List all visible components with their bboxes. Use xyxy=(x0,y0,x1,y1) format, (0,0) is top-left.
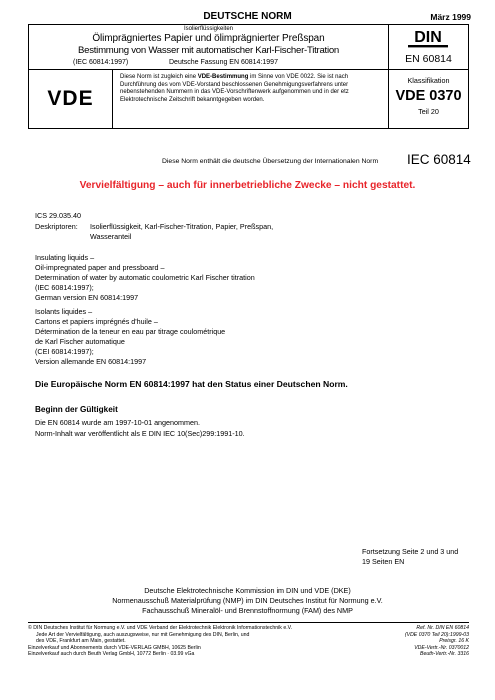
vde-note-rest: im Sinne von VDE 0022. Sie ist nach Durchführung des vom VDE-Vorstand beschlossenen Genehmigungsverfahrens unter nebenstehenden Nummern in das VDE-Vorschriftenwerk aufgenommen und in der etz Elektrotechnische Zeitschrift bekanntgegeben worden. xyxy=(120,74,349,103)
french-title-line: (CEI 60814:1997); xyxy=(35,347,94,356)
english-title-line: Oil-impregnated paper and pressboard – xyxy=(35,263,165,272)
english-title-line: (IEC 60814:1997); xyxy=(35,283,94,292)
iec-norm-number: IEC 60814 xyxy=(407,152,471,167)
classification-block xyxy=(388,69,469,129)
descriptors-line-1: Isolierflüssigkeit, Karl-Fischer-Titration, Papier, Preßspan, xyxy=(90,222,274,231)
french-title-line: Cartons et papiers imprégnés d'huile – xyxy=(35,317,158,326)
title-block xyxy=(28,24,389,70)
validity-line-2: Norm-Inhalt war veröffentlicht als E DIN IEC 10(Sec)299:1991-10. xyxy=(35,429,245,438)
validity-heading: Beginn der Gültigkeit xyxy=(35,405,118,414)
translation-note: Diese Norm enthält die deutsche Übersetzung der Internationalen Norm xyxy=(162,158,379,165)
din-logo xyxy=(407,27,449,49)
vde-note-prefix: Diese Norm ist zugleich eine xyxy=(120,74,198,80)
committee-line: Deutsche Elektrotechnische Kommission im DIN und VDE (DKE) xyxy=(144,586,351,595)
din-logo-text: DIN xyxy=(414,29,442,46)
french-title-line: Isolants liquides – xyxy=(35,307,93,316)
iec-reference: (IEC 60814:1997) xyxy=(73,59,129,66)
english-title-line: Insulating liquids – xyxy=(35,253,95,262)
footer-line: Einzelverkauf auch durch Beuth Verlag GmbH, 10772 Berlin · 03.99 vGa xyxy=(28,651,195,658)
publication-date: März 1999 xyxy=(430,12,471,22)
footer-divider xyxy=(28,622,469,623)
ics-code: ICS 29.035.40 xyxy=(35,211,81,220)
footer-ref-line: Beuth-Vertr.-Nr. 3316 xyxy=(419,651,469,658)
status-statement: Die Europäische Norm EN 60814:1997 hat den Status einer Deutschen Norm. xyxy=(35,379,348,389)
footer-line: © DIN Deutsches Institut für Normung e.V. und VDE Verband der Elektrotechnik Elektronik Informationstechnik e.V. xyxy=(28,625,293,631)
footer-line: Einzelverkauf und Abonnements durch VDE-VERLAG GMBH, 10625 Berlin xyxy=(28,644,201,651)
vde-note-bold: VDE-Bestimmung xyxy=(197,74,249,80)
footer-ref-line: (VDE 0370 Teil 20):1999-03 xyxy=(404,631,469,638)
vde-logo: VDE xyxy=(47,87,94,110)
footer-line: des VDE, Frankfurt am Main, gestattet. xyxy=(36,638,126,645)
footer-line: Jede Art der Vervielfältigung, auch auszugsweise, nur mit Genehmigung des DIN, Berlin, und xyxy=(36,631,250,638)
descriptors-label: Deskriptoren: xyxy=(35,222,78,231)
footer-ref-line: Ref. Nr. DIN EN 60814 xyxy=(416,625,469,631)
french-title-line: Détermination de la teneur en eau par titrage coulométrique xyxy=(35,327,226,336)
footer-ref-line: VDE-Vertr.-Nr. 0370012 xyxy=(414,644,469,651)
document-type-heading: DEUTSCHE NORM xyxy=(203,11,292,22)
french-title xyxy=(35,307,225,367)
vde-note-block xyxy=(112,69,389,129)
french-title-line: de Karl Fischer automatique xyxy=(35,337,125,346)
en-standard-number: EN 60814 xyxy=(405,53,452,65)
title-line-2: Bestimmung von Wasser mit automatischer Karl-Fischer-Titration xyxy=(77,45,340,56)
footer-copyright xyxy=(28,625,292,658)
vde-note xyxy=(120,74,384,104)
german-version: Deutsche Fassung EN 60814:1997 xyxy=(169,59,278,66)
vde-number: VDE 0370 xyxy=(395,88,462,104)
english-title-line: German version EN 60814:1997 xyxy=(35,293,139,302)
descriptors-line-2: Wasseranteil xyxy=(90,232,132,241)
reproduction-warning: Vervielfältigung – auch für innerbetriebliche Zwecke – nicht gestattet. xyxy=(79,180,416,191)
footer-ref-line: Preisgr. 16 K xyxy=(439,638,469,645)
committee-line: Normenausschuß Materialprüfung (NMP) im DIN Deutsches Institut für Normung e.V. xyxy=(112,596,383,605)
english-title xyxy=(35,253,255,303)
committee-line: Fachausschuß Mineralöl- und Brennstoffnormung (FAM) des NMP xyxy=(142,606,353,615)
committee-list xyxy=(0,586,495,616)
continuation-line-1: Fortsetzung Seite 2 und 3 und xyxy=(362,547,459,556)
english-title-line: Determination of water by automatic coulometric Karl Fischer titration xyxy=(35,273,255,282)
classification-label: Klassifikation xyxy=(407,76,450,85)
continuation-line-2: 19 Seiten EN xyxy=(362,557,405,566)
title-line-1: Ölimprägniertes Papier und ölimprägnierter Preßspan xyxy=(92,33,325,44)
french-title-line: Version allemande EN 60814:1997 xyxy=(35,357,147,366)
vde-logo-block xyxy=(28,69,113,129)
footer-reference xyxy=(405,625,469,658)
teil-number: Teil 20 xyxy=(418,107,439,116)
subject-kicker: Isolierflüssigkeiten xyxy=(183,26,234,32)
validity-line-1: Die EN 60814 wurde am 1997-10-01 angenommen. xyxy=(35,418,201,427)
